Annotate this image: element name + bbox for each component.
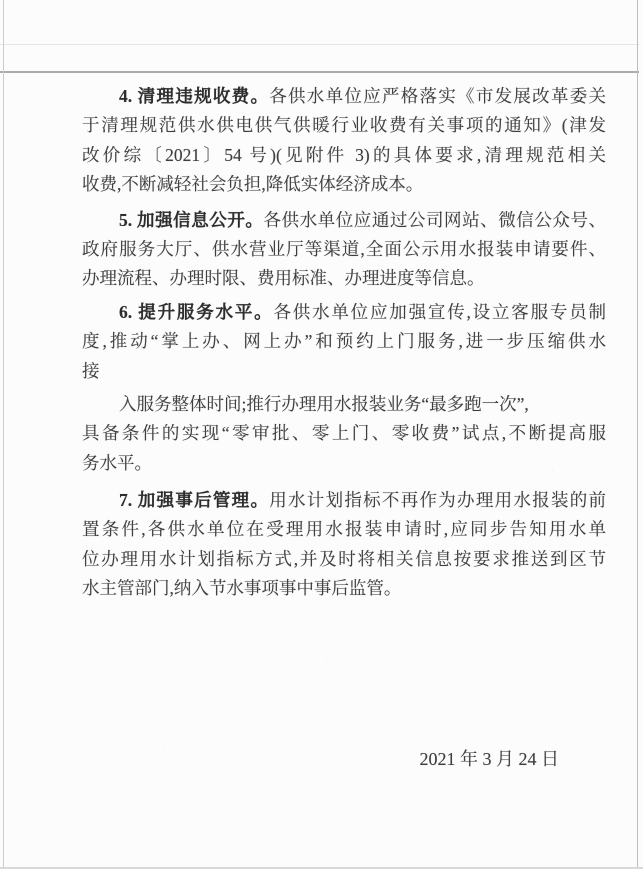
paragraph-lead: 5. 加强信息公开。 [119, 209, 264, 230]
document-line: 政府服务大厅、供水营业厅等渠道,全面公示用水报装申请要件、 [82, 238, 606, 259]
page-top-faint-rule [0, 44, 639, 45]
document-line: 4. 清理违规收费。各供水单位应严格落实《市发展改革委关 [119, 86, 607, 106]
document-line: 7. 加强事后管理。用水计划指标不再作为办理用水报装的前 [119, 490, 607, 511]
document-line: 5. 加强信息公开。各供水单位应通过公司网站、微信公众号、 [119, 209, 607, 230]
paragraph-lead: 6. 提升服务水平。 [119, 301, 274, 322]
document-line: 收费,不断减轻社会负担,降低实体经济成本。 [82, 174, 424, 195]
page-left-edge-line [3, 0, 4, 869]
document-line: 度,推动“掌上办、网上办”和预约上门服务,进一步压缩供水 [82, 331, 606, 352]
paragraph-lead: 4. 清理违规收费。 [119, 86, 270, 106]
page-right-edge-line [637, 0, 638, 869]
document-line: 置条件,各供水单位在受理用水报装申请时,应同步告知用水单 [82, 519, 606, 540]
document-date: 2021 年 3 月 24 日 [419, 749, 559, 769]
paragraph-lead: 7. 加强事后管理。 [119, 490, 270, 511]
document-line: 改价综〔2021〕54 号)(见附件 3)的具体要求,清理规范相关 [82, 144, 606, 165]
document-line: 6. 提升服务水平。各供水单位应加强宣传,设立客服专员制 [119, 301, 607, 322]
document-line: 办理流程、办理时限、费用标准、办理进度等信息。 [82, 268, 485, 289]
document-line: 接 [82, 360, 100, 381]
page-top-rule [0, 71, 639, 73]
document-line: 于清理规范供水供电供气供暖行业收费有关事项的通知》(津发 [82, 115, 606, 136]
document-line: 务水平。 [82, 452, 152, 473]
document-body [82, 82, 606, 604]
document-line: 具备条件的实现“零审批、零上门、零收费”试点,不断提高服 [82, 423, 606, 444]
document-line: 入服务整体时间;推行办理用水报装业务“最多跑一次”, [119, 393, 529, 414]
document-line: 水主管部门,纳入节水事项事中事后监管。 [82, 578, 402, 599]
scan-noise [0, 0, 1, 1]
document-line: 位办理用水计划指标方式,并及时将相关信息按要求推送到区节 [82, 548, 606, 569]
